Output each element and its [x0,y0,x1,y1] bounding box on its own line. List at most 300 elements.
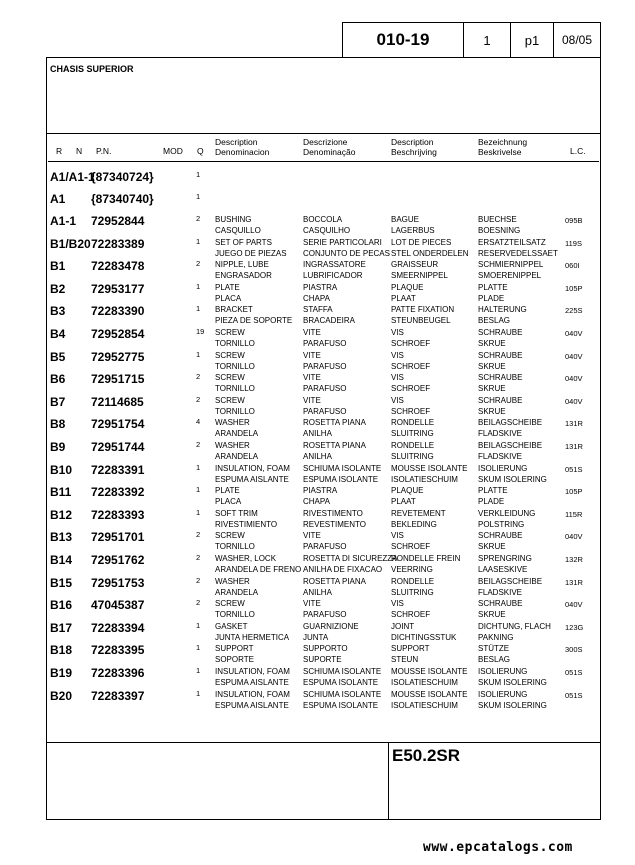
desc-d3-line1: SUPPORT [391,644,430,654]
part-reference: B3 [50,304,66,319]
desc-d2-line2: ANILHA [303,587,332,597]
desc-d2-line1: VITE [303,350,321,360]
part-quantity: 1 [196,192,201,201]
labor-code: 040V [565,351,583,361]
desc-d1-line1: PLATE [215,486,240,496]
desc-d4-line2: SKRUE [478,339,506,348]
col-desc-en [215,137,269,157]
desc-d1-line2: TORNILLO [215,542,255,552]
part-quantity: 1 [196,281,201,291]
labor-code: 225S [565,306,583,316]
table-row [0,395,635,417]
desc-d3-line1: MOUSSE ISOLANTE [391,667,468,676]
labor-code: 040V [565,329,583,338]
part-number: 72951744 [91,440,145,454]
desc-d2-line1: INGRASSATORE [303,260,366,270]
desc-d2-line1: SCHIUMA ISOLANTE [303,463,382,473]
part-number: 72952854 [91,327,145,341]
desc-d4-line2: FLADSKIVE [478,452,523,461]
desc-d4-line2: PLADE [478,497,505,507]
desc-d4-line1: SCHRAUBE [478,350,523,360]
table-row [0,508,635,530]
part-reference: B11 [50,485,72,500]
desc-d3-line1: RONDELLE [391,418,435,428]
labor-code: 132R [565,555,583,564]
desc-d3-line2: ISOLATIESCHUIM [391,474,458,484]
desc-d1-line1: SCREW [215,599,245,609]
desc-d4-line1: BEILAGSCHEIBE [478,576,543,586]
footer-vertical-divider [388,742,389,820]
desc-d3-line1: VIS [391,599,404,609]
desc-d1-line2: TORNILLO [215,339,255,348]
desc-d2-line1: PIASTRA [303,486,338,496]
desc-d4-line2: SKUM ISOLERING [478,700,547,710]
desc-d3-line2: STEUN [391,655,419,665]
col-n: N [76,146,83,156]
desc-d3-line2: ISOLATIESCHUIM [391,700,458,710]
desc-d4-line1: SCHRAUBE [478,531,523,541]
desc-d3-line1: VIS [391,373,404,383]
part-number: 72283395 [91,643,145,658]
desc-d4-line1: DICHTUNG, FLACH [478,621,551,631]
desc-d3-line2: DICHTINGSSTUK [391,632,457,642]
col-mod: MOD [163,146,183,156]
page-number: p1 [524,32,540,48]
part-reference: B4 [50,327,66,341]
table-row [0,350,635,372]
desc-d2-line1: RIVESTIMENTO [303,508,363,518]
table-row [0,282,635,304]
desc-d2-line1: SUPPORTO [303,644,348,654]
part-quantity: 1 [196,236,201,246]
desc-d3-line1: VIS [391,395,404,405]
desc-d2-line2: ANILHA DE FIXACAO [303,565,383,574]
table-row [0,192,635,214]
desc-d1-line1: WASHER [215,576,250,586]
desc-d4-line1: ERSATZTEILSATZ [478,237,546,247]
desc-d3-line1: JOINT [391,621,415,631]
part-number: 72114685 [91,394,144,409]
desc-d1-line1: INSULATION, FOAM [215,689,290,699]
col-desc-it [303,137,355,157]
part-quantity: 2 [196,530,201,540]
desc-d2-line1: ROSETTA PIANA [303,441,366,450]
desc-d3-line1: RONDELLE [391,441,435,450]
desc-d3-line2: LAGERBUS [391,226,435,235]
desc-d1-line1: WASHER [215,441,250,450]
desc-d3-line2: SCHROEF [391,542,431,552]
desc-d4-line1: ISOLIERUNG [478,667,528,676]
desc-d3-line1: RONDELLE [391,576,435,586]
header-underline [48,161,599,162]
desc-d3-line2: SLUITRING [391,452,434,461]
desc-d1-line2: PLACA [215,293,242,303]
part-number: 72283396 [91,666,145,680]
col-desc-de-2: Beskrivelse [478,147,522,157]
desc-d3-line2: SMEERNIPPEL [391,271,448,281]
table-row [0,485,635,507]
desc-d2-line1: ROSETTA PIANA [303,418,366,428]
desc-d2-line2: ANILHA [303,429,332,439]
labor-code: 051S [565,668,583,677]
col-desc-fr-1: Description [391,137,434,147]
table-row [0,417,635,439]
desc-d3-line2: SCHROEF [391,406,431,416]
part-number: 72952844 [91,214,145,228]
part-quantity: 2 [196,440,201,449]
part-reference: B1/B20 [50,236,91,251]
part-number: 72283394 [91,620,145,635]
desc-d1-line1: INSULATION, FOAM [215,667,290,676]
desc-d2-line1: SCHIUMA ISOLANTE [303,667,382,676]
part-reference: B5 [50,349,66,364]
desc-d2-line1: VITE [303,373,321,383]
desc-d4-line2: POLSTRING [478,519,525,529]
part-number: 72953177 [91,281,145,296]
desc-d2-line1: STAFFA [303,305,333,315]
desc-d4-line2: RESERVEDELSSAET [478,248,558,258]
table-row [0,643,635,665]
desc-d1-line1: NIPPLE, LUBE [215,260,269,270]
part-reference: B13 [50,530,73,545]
desc-d1-line2: ARANDELA [215,429,259,439]
desc-d4-line2: SKRUE [478,542,506,552]
doc-number: 1 [483,32,491,48]
part-reference: B12 [50,507,73,522]
col-desc-fr [391,137,437,157]
col-q: Q [197,146,204,156]
desc-d4-line1: VERKLEIDUNG [478,508,536,518]
desc-d4-line2: BESLAG [478,655,511,665]
table-row [0,170,635,192]
desc-d3-line2: SCHROEF [391,339,431,348]
watermark: www.epcatalogs.com [423,840,573,855]
desc-d2-line2: PARAFUSO [303,384,347,394]
table-row [0,598,635,620]
desc-d3-line1: VIS [391,328,404,337]
part-number: 72951753 [91,575,145,590]
desc-d4-line1: ISOLIERUNG [478,689,528,699]
desc-d3-line2: SCHROEF [391,361,431,371]
part-number: 72283397 [91,688,145,703]
desc-d2-line1: BOCCOLA [303,215,343,224]
table-row [0,553,635,575]
desc-d1-line2: JUNTA HERMETICA [215,632,290,642]
col-desc-it-2: Denominação [303,147,356,157]
table-row [0,327,635,349]
desc-d2-line2: LUBRIFICADOR [303,271,363,281]
col-pn: P.N. [96,146,112,156]
desc-d1-line1: SCREW [215,328,245,337]
desc-d1-line2: PIEZA DE SOPORTE [215,316,293,326]
desc-d3-line2: VEERRING [391,565,433,574]
part-quantity: 1 [196,304,201,314]
part-reference: B15 [50,575,73,590]
desc-d1-line1: SCREW [215,395,245,405]
desc-d2-line2: ESPUMA ISOLANTE [303,474,379,484]
desc-d1-line2: ESPUMA AISLANTE [215,474,289,484]
desc-d3-line1: BAGUE [391,215,420,224]
desc-d2-line1: GUARNIZIONE [303,621,359,631]
desc-d2-line2: PARAFUSO [303,406,347,416]
desc-d4-line2: SKRUE [478,610,506,620]
desc-d3-line1: VIS [391,350,404,360]
desc-d2-line2: CHAPA [303,293,330,303]
desc-d4-line2: SKRUE [478,361,506,371]
desc-d1-line1: SET OF PARTS [215,237,272,247]
table-row [0,576,635,598]
part-quantity: 1 [196,462,201,472]
desc-d3-line2: PLAAT [391,293,416,303]
table-row [0,304,635,326]
part-reference: B1 [50,259,66,274]
table-row [0,463,635,485]
desc-d2-line1: VITE [303,531,321,541]
labor-code: 060I [565,261,580,271]
desc-d4-line1: SPRENGRING [478,554,532,563]
desc-d4-line1: STÜTZE [478,644,510,654]
col-desc-fr-2: Beschrijving [391,147,437,157]
part-quantity: 1 [196,688,201,698]
desc-d1-line1: SCREW [215,350,245,360]
desc-d2-line1: ROSETTA DI SICUREZZA [303,554,398,563]
desc-d2-line2: SUPORTE [303,655,342,665]
desc-d2-line2: ANILHA [303,452,332,461]
desc-d1-line2: TORNILLO [215,361,255,371]
desc-d1-line2: ENGRASADOR [215,271,272,281]
desc-d4-line2: SKRUE [478,406,506,416]
part-quantity: 1 [196,666,201,675]
part-quantity: 4 [196,417,201,427]
section-title: CHASIS SUPERIOR [50,64,134,74]
desc-d4-line1: BUECHSE [478,215,517,224]
col-desc-de [478,137,527,157]
desc-d4-line2: LAASESKIVE [478,565,528,574]
part-quantity: 2 [196,575,201,585]
part-reference: B8 [50,417,66,432]
part-number: 72283389 [91,236,145,251]
desc-d2-line1: ROSETTA PIANA [303,576,366,586]
part-quantity: 1 [196,643,201,653]
date-cell [553,22,601,58]
desc-d2-line2: CHAPA [303,497,330,507]
desc-d2-line2: CASQUILHO [303,226,351,235]
part-quantity: 2 [196,259,201,269]
desc-d4-line2: PAKNING [478,632,514,642]
desc-d3-line2: ISOLATIESCHUIM [391,678,458,687]
table-row [0,214,635,236]
desc-d3-line2: SCHROEF [391,610,431,620]
part-quantity: 1 [196,620,201,630]
col-desc-de-1: Bezeichnung [478,137,528,147]
desc-d4-line2: FLADSKIVE [478,587,523,597]
part-number: 72283393 [91,507,145,522]
labor-code: 040V [565,600,583,610]
desc-d4-line2: SMOERENIPPEL [478,271,542,281]
desc-d4-line2: SKUM ISOLERING [478,678,547,687]
desc-d3-line2: SLUITRING [391,429,434,439]
desc-d3-line1: REVETEMENT [391,508,446,518]
part-number: 72283392 [91,485,145,500]
table-row [0,689,635,711]
desc-d1-line1: BUSHING [215,215,252,224]
col-r: R [56,146,63,156]
desc-d2-line1: VITE [303,599,321,609]
desc-d2-line2: PARAFUSO [303,361,347,371]
part-quantity: 2 [196,372,201,382]
desc-d1-line2: TORNILLO [215,406,255,416]
page-cell [510,22,554,58]
part-reference: A1-1 [50,214,77,228]
desc-d2-line2: ESPUMA ISOLANTE [303,678,379,687]
part-number: 72951754 [91,417,145,432]
part-reference: B18 [50,643,73,658]
desc-d2-line2: PARAFUSO [303,610,347,620]
desc-d1-line1: WASHER [215,418,250,428]
labor-code: 040V [565,396,583,406]
labor-code: 131R [565,442,583,451]
desc-d4-line2: FLADSKIVE [478,429,523,439]
part-reference: B9 [50,440,66,454]
desc-d4-line2: SKRUE [478,384,506,394]
desc-d3-line1: MOUSSE ISOLANTE [391,463,468,473]
desc-d1-line2: ARANDELA [215,587,259,597]
col-desc-en-1: Description [215,137,258,147]
labor-code: 115R [565,509,583,519]
desc-d3-line1: PATTE FIXATION [391,305,455,315]
desc-d2-line2: CONJUNTO DE PECAS [303,248,390,258]
desc-d1-line2: SOPORTE [215,655,254,665]
table-row [0,237,635,259]
part-reference: B7 [50,394,66,409]
desc-d2-line2: PARAFUSO [303,339,347,348]
part-number: 72951762 [91,553,145,567]
desc-d1-line1: SCREW [215,373,245,383]
labor-code: 131R [565,419,583,429]
desc-d1-line2: TORNILLO [215,384,255,394]
part-number: 72951715 [91,372,145,387]
desc-d1-line2: PLACA [215,497,242,507]
desc-d3-line1: RONDELLE FREIN [391,554,461,563]
desc-d3-line1: MOUSSE ISOLANTE [391,689,468,699]
table-row [0,259,635,281]
col-desc-it-1: Descrizione [303,137,348,147]
desc-d4-line2: PLADE [478,293,505,303]
labor-code: 051S [565,690,583,700]
part-quantity: 2 [196,553,201,562]
part-quantity: 2 [196,394,201,404]
desc-d4-line1: BEILAGSCHEIBE [478,418,543,428]
desc-d2-line2: REVESTIMENTO [303,519,366,529]
labor-code: 040V [565,374,583,384]
desc-d4-line1: SCHMIERNIPPEL [478,260,544,270]
desc-d1-line2: RIVESTIMIENTO [215,519,278,529]
desc-d1-line1: WASHER, LOCK [215,554,277,563]
part-reference: B20 [50,688,73,703]
part-quantity: 1 [196,485,201,495]
part-reference: B14 [50,553,73,567]
desc-d2-line1: VITE [303,328,321,337]
labor-code: 095B [565,216,583,225]
desc-d4-line2: SKUM ISOLERING [478,474,547,484]
part-quantity: 1 [196,349,201,359]
desc-d1-line2: TORNILLO [215,610,255,620]
desc-d2-line2: PARAFUSO [303,542,347,552]
desc-d1-line1: INSULATION, FOAM [215,463,290,473]
labor-code: 131R [565,577,583,587]
labor-code: 040V [565,532,583,542]
doc-number-cell [463,22,511,58]
part-number: 72951701 [91,530,145,545]
part-number: 72952775 [91,349,145,364]
desc-d1-line2: CASQUILLO [215,226,261,235]
part-reference: B17 [50,620,73,635]
desc-d3-line2: PLAAT [391,497,416,507]
part-quantity: 19 [196,327,205,336]
desc-d4-line1: SCHRAUBE [478,599,523,609]
col-desc-en-2: Denominacion [215,147,270,157]
desc-d1-line2: ESPUMA AISLANTE [215,700,289,710]
desc-d1-line2: JUEGO DE PIEZAS [215,248,287,258]
part-number: 47045387 [91,598,145,613]
table-row [0,440,635,462]
part-number: 72283478 [91,259,145,274]
part-reference: B6 [50,372,66,387]
part-quantity: 2 [196,598,201,608]
desc-d3-line2: SCHROEF [391,384,431,394]
part-number: {87340724} [91,170,154,184]
desc-d2-line1: SCHIUMA ISOLANTE [303,689,382,699]
col-lc: L.C. [570,146,586,156]
desc-d4-line1: BEILAGSCHEIBE [478,441,543,450]
table-row [0,372,635,394]
desc-d1-line2: ARANDELA DE FRENO [215,565,302,574]
labor-code: 123G [565,622,584,632]
desc-d1-line1: SCREW [215,531,245,541]
desc-d4-line1: SCHRAUBE [478,328,523,337]
desc-d1-line2: ARANDELA [215,452,259,461]
desc-d1-line1: PLATE [215,282,240,292]
desc-d3-line1: GRAISSEUR [391,260,439,270]
part-reference: B10 [50,462,73,477]
part-quantity: 2 [196,214,201,223]
desc-d4-line1: PLATTE [478,282,508,292]
labor-code: 119S [565,238,582,248]
labor-code: 300S [565,645,583,655]
doc-code: 010-19 [376,30,430,49]
doc-date: 08/05 [561,33,593,47]
desc-d3-line1: LOT DE PIECES [391,237,452,247]
desc-d4-line2: BOESNING [478,226,521,235]
desc-d3-line2: SLUITRING [391,587,434,597]
labor-code: 051S [565,464,583,474]
desc-d4-line1: PLATTE [478,486,508,496]
desc-d3-line2: STEL ONDERDELEN [391,248,469,258]
desc-d4-line1: HALTERUNG [478,305,527,315]
desc-d1-line1: BRACKET [215,305,253,315]
desc-d2-line1: SERIE PARTICOLARI [303,237,382,247]
desc-d2-line2: JUNTA [303,632,329,642]
title-divider [46,133,601,134]
desc-d4-line1: ISOLIERUNG [478,463,528,473]
desc-d2-line1: PIASTRA [303,282,338,292]
part-reference: A1 [50,192,66,206]
desc-d1-line1: SUPPORT [215,644,254,654]
part-reference: B16 [50,598,73,613]
desc-d1-line1: SOFT TRIM [215,508,258,518]
table-row [0,621,635,643]
desc-d3-line1: VIS [391,531,404,541]
